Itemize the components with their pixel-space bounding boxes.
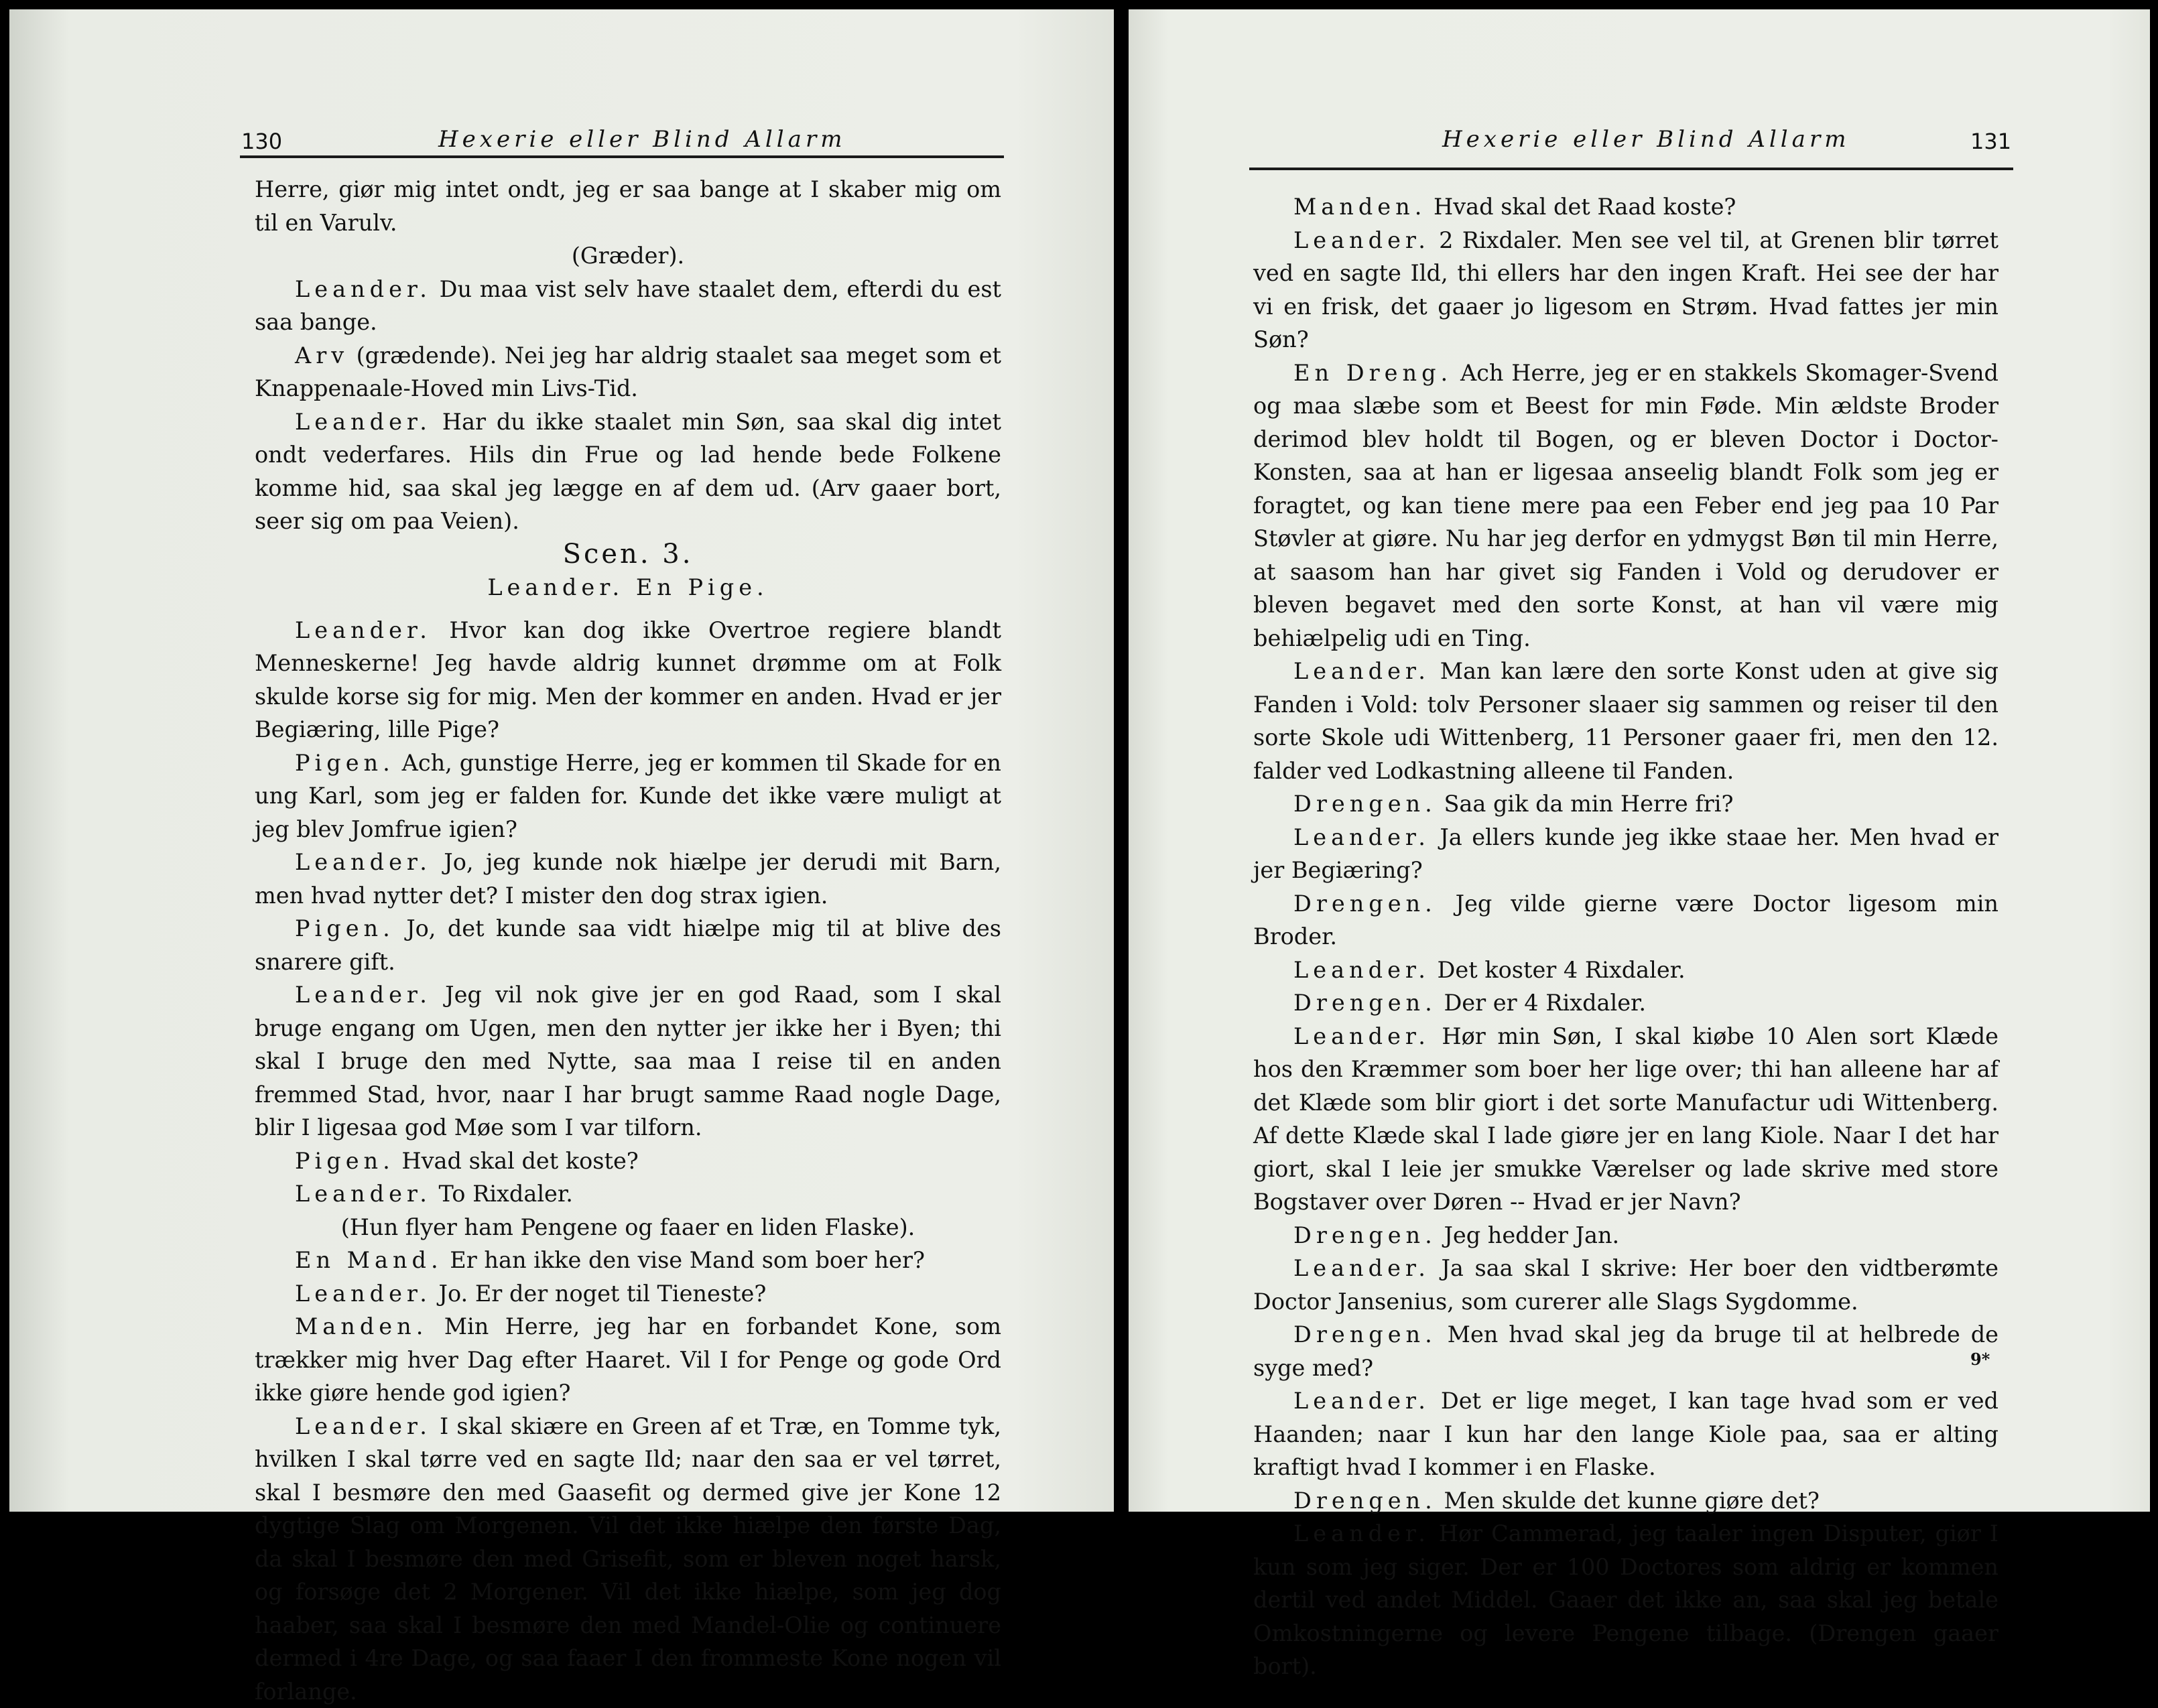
paragraph xyxy=(255,273,1001,339)
right-page-header xyxy=(1129,110,2150,157)
stage-direction xyxy=(255,239,1001,273)
right-page-body xyxy=(1253,190,1998,1683)
paragraph-text: Ach, gunstige Herre, jeg er kommen til Skade for en ung Karl, som jeg er falden for. Kunde det ikke være muligt at jeg blev Jomfrue igien? xyxy=(255,750,1001,842)
speaker: Drengen. xyxy=(1293,791,1437,817)
paragraph xyxy=(1253,1252,1998,1318)
paragraph-text: Det koster 4 Rixdaler. xyxy=(1438,957,1686,983)
speaker: Leander. xyxy=(1293,1388,1430,1414)
speaker: Drengen. xyxy=(1293,1488,1437,1514)
paragraph xyxy=(255,1277,1001,1311)
right-page xyxy=(1129,9,2150,1512)
paragraph-text: (grædende). Nei jeg har aldrig staalet saa meget som et Knappenaale-Hoved min Livs-Tid. xyxy=(255,342,1001,402)
paragraph-text: Jo. Er der noget til Tieneste? xyxy=(439,1280,767,1307)
speaker: Pigen. xyxy=(295,1148,395,1174)
paragraph xyxy=(255,912,1001,978)
paragraph-text: (Hun flyer ham Pengene og faaer en liden Flaske). xyxy=(341,1214,915,1240)
paragraph-text: Hør min Søn, I skal kiøbe 10 Alen sort Klæde hos den Kræmmer som boer her lige over; thi han alleene har af det Klæde som blir giort i det sorte Manufactur udi Wittenberg. Af dette Klæde skal I lade giøre jer en lang Kiole. Naar I det har giort, skal I leie jer smukke Værelser og lade skrive med store Bogstaver over Døren -- Hvad er jer Navn? xyxy=(1253,1023,1998,1216)
paragraph xyxy=(1253,954,1998,987)
speaker: Leander. xyxy=(1293,658,1430,684)
paragraph-text: Jo, jeg kunde nok hiælpe jer derudi mit Barn, men hvad nytter det? I mister den dog strax igien. xyxy=(255,849,1001,909)
paragraph-text: Min Herre, jeg har en forbandet Kone, som trækker mig hver Dag efter Haaret. Vil I for Penge og gode Ord ikke giøre hende god igien? xyxy=(255,1313,1001,1406)
signature-mark: 9* xyxy=(1970,1350,1990,1369)
speaker: Drengen. xyxy=(1293,1321,1437,1348)
speaker: Leander. xyxy=(295,1280,432,1307)
paragraph xyxy=(255,746,1001,846)
paragraph xyxy=(255,846,1001,912)
paragraph-text: Ja ellers kunde jeg ikke staae her. Men hvad er jer Begiæring? xyxy=(1253,824,1998,884)
running-head: Hexerie eller Blind Allarm xyxy=(438,126,846,153)
paragraph xyxy=(255,1410,1001,1708)
paragraph-text: Leander. En Pige. xyxy=(487,574,768,600)
paragraph xyxy=(1253,821,1998,887)
paragraph xyxy=(1253,190,1998,224)
paragraph-text: Jeg hedder Jan. xyxy=(1444,1222,1619,1248)
left-page-body xyxy=(255,173,1001,1708)
speaker: Drengen. xyxy=(1293,990,1437,1016)
speaker: Leander. xyxy=(1293,1520,1430,1547)
paragraph-text: Er han ikke den vise Mand som boer her? xyxy=(450,1247,925,1273)
paragraph xyxy=(1253,986,1998,1020)
paragraph xyxy=(1253,655,1998,787)
spacer xyxy=(255,604,1001,614)
header-rule xyxy=(240,155,1004,158)
running-head: Hexerie eller Blind Allarm xyxy=(1442,126,1850,153)
paragraph-text: Jo, det kunde saa vidt hiælpe mig til at blive des snarere gift. xyxy=(255,915,1001,975)
speaker: Leander. xyxy=(295,1413,432,1439)
speaker: Leander. xyxy=(295,409,432,435)
speaker: Leander. xyxy=(295,1181,432,1207)
paragraph-text: Herre, giør mig intet ondt, jeg er saa bange at I skaber mig om til en Varulv. xyxy=(255,176,1001,236)
paragraph-text: Ach Herre, jeg er en stakkels Skomager-Svend og maa slæbe som et Beest for min Føde. Min ældste Broder derimod blev holdt til Bogen, og er bleven Doctor i Doctor-Konsten, saa at han er ligesaa anseelig blandt Folk som jeg er foragtet, og kan tiene mere paa een Feber end jeg paa 10 Par Støvler at giøre. Nu har jeg derfor en ydmygst Bøn til min Herre, at saasom han har givet sig Fanden i Vold og derudover er bleven begavet med den sorte Konst, at han vil være mig behiælpelig udi en Ting. xyxy=(1253,360,1998,651)
paragraph-text: Saa gik da min Herre fri? xyxy=(1444,791,1733,817)
stage-direction xyxy=(255,1211,1001,1244)
paragraph-text: Scen. 3. xyxy=(563,539,694,570)
paragraph-text: Hvad skal det Raad koste? xyxy=(1434,194,1736,220)
speaker: En Dreng. xyxy=(1293,360,1452,386)
paragraph-text: Du maa vist selv have staalet dem, efterdi du est saa bange. xyxy=(255,276,1001,336)
paragraph xyxy=(255,614,1001,746)
speaker: Pigen. xyxy=(295,750,395,776)
paragraph xyxy=(255,1177,1001,1211)
paragraph-text: Hvor kan dog ikke Overtroe regiere blandt Menneskerne! Jeg havde aldrig kunnet drømme om at Folk skulde korse sig for mig. Men der kommer en anden. Hvad er jer Begiæring, lille Pige? xyxy=(255,617,1001,743)
paragraph-text: Hvad skal det koste? xyxy=(401,1148,638,1174)
paragraph xyxy=(255,1144,1001,1178)
speaker: En Mand. xyxy=(295,1247,443,1273)
paragraph-text: Men skulde det kunne giøre det? xyxy=(1444,1488,1819,1514)
speaker: Arv xyxy=(295,342,348,369)
paragraph-text: To Rixdaler. xyxy=(439,1181,573,1207)
paragraph xyxy=(255,173,1001,239)
paragraph xyxy=(1253,1020,1998,1219)
speaker: Manden. xyxy=(295,1313,428,1339)
speaker: Leander. xyxy=(295,276,432,302)
paragraph-text: 2 Rixdaler. Men see vel til, at Grenen blir tørret ved en sagte Ild, thi ellers har den ingen Kraft. Hei see der har vi en frisk, det gaaer jo ligesom en Strøm. Hvad fattes jer min Søn? xyxy=(1253,227,1998,353)
speaker: Manden. xyxy=(1293,194,1426,220)
paragraph xyxy=(1253,356,1998,655)
paragraph-text: I skal skiære en Green af et Træ, en Tomme tyk, hvilken I skal tørre ved en sagte Ild; naar den saa er vel tørret, skal I besmøre den med Gaasefit og dermed give jer Kone 12 dygtige Slag om Morgenen. Vil det ikke hiælpe den første Dag, da skal I besmøre den med Grisefit, som er bleven noget harsk, og forsøge det 2 Morgener. Vil det ikke hiælpe, som jeg dog haaber, saa skal I besmøre den med Mandel-Olie og continuere dermed i 4re Dage, og saa faaer I den frommeste Kone nogen vil forlange. xyxy=(255,1413,1001,1705)
paragraph xyxy=(255,978,1001,1144)
paragraph xyxy=(255,1310,1001,1410)
speaker: Drengen. xyxy=(1293,891,1437,917)
scene-heading xyxy=(255,538,1001,572)
speaker: Leander. xyxy=(1293,824,1430,850)
paragraph-text: Det er lige meget, I kan tage hvad som er ved Haanden; naar I kun har den lange Kiole paa, saa er alting kraftigt hvad I kommer i en Flaske. xyxy=(1253,1388,1998,1480)
speaker: Drengen. xyxy=(1293,1222,1437,1248)
paragraph xyxy=(255,1244,1001,1277)
left-page-header xyxy=(9,110,1114,157)
paragraph-text: Jeg vil nok give jer en god Raad, som I skal bruge engang om Ugen, men den nytter jer ikke her i Byen; thi skal I bruge den med Nytte, saa maa I reise til en anden fremmed Stad, hvor, naar I har brugt samme Raad nogle Dage, blir I ligesaa god Møe som I var tilforn. xyxy=(255,982,1001,1140)
speaker: Pigen. xyxy=(295,915,395,941)
speaker: Leander. xyxy=(295,982,432,1008)
paragraph-text: Man kan lære den sorte Konst uden at give sig Fanden i Vold: tolv Personer slaaer sig sammen og reiser til den sorte Skole udi Wittenberg, 11 Personer gaaer fri, men den 12. falder ved Lodkastning alleene til Fanden. xyxy=(1253,658,1998,784)
paragraph xyxy=(1253,224,1998,356)
left-page xyxy=(9,9,1114,1512)
speaker: Leander. xyxy=(295,849,432,875)
paragraph xyxy=(255,405,1001,538)
paragraph xyxy=(1253,1318,1998,1384)
paragraph xyxy=(1253,1517,1998,1683)
speaker: Leander. xyxy=(295,617,432,643)
page-number: 131 xyxy=(1970,129,2011,154)
paragraph xyxy=(1253,787,1998,821)
speaker: Leander. xyxy=(1293,1255,1430,1281)
paragraph xyxy=(1253,1219,1998,1252)
scene-characters xyxy=(255,571,1001,604)
paragraph xyxy=(1253,887,1998,954)
header-rule xyxy=(1249,168,2013,170)
page-number: 130 xyxy=(241,129,282,154)
paragraph xyxy=(1253,1484,1998,1518)
paragraph-text: Ja saa skal I skrive: Her boer den vidtberømte Doctor Jansenius, som curerer alle Slags Sygdomme. xyxy=(1253,1255,1998,1315)
paragraph xyxy=(255,339,1001,405)
paragraph-text: Har du ikke staalet min Søn, saa skal dig intet ondt vederfares. Hils din Frue og lad hende bede Folkene komme hid, saa skal jeg lægge en af dem ud. (Arv gaaer bort, seer sig om paa Veien). xyxy=(255,409,1001,535)
speaker: Leander. xyxy=(1293,1023,1430,1049)
paragraph-text: Jeg vilde gierne være Doctor ligesom min Broder. xyxy=(1253,891,1998,950)
paragraph xyxy=(1253,1384,1998,1484)
speaker: Leander. xyxy=(1293,957,1430,983)
speaker: Leander. xyxy=(1293,227,1430,253)
paragraph-text: Men hvad skal jeg da bruge til at helbrede de syge med? xyxy=(1253,1321,1998,1381)
paragraph-text: Hør Cammerad, jeg taaler ingen Disputer, giør I kun som jeg siger. Der er 100 Doctores som aldrig er kommen dertil ved andet Middel. Gaaer det ikke an, saa skal jeg betale Omkostningerne og levere Pengene tilbage. (Drengen gaaer bort). xyxy=(1253,1520,1998,1679)
paragraph-text: (Græder). xyxy=(572,243,684,269)
paragraph-text: Der er 4 Rixdaler. xyxy=(1444,990,1646,1016)
